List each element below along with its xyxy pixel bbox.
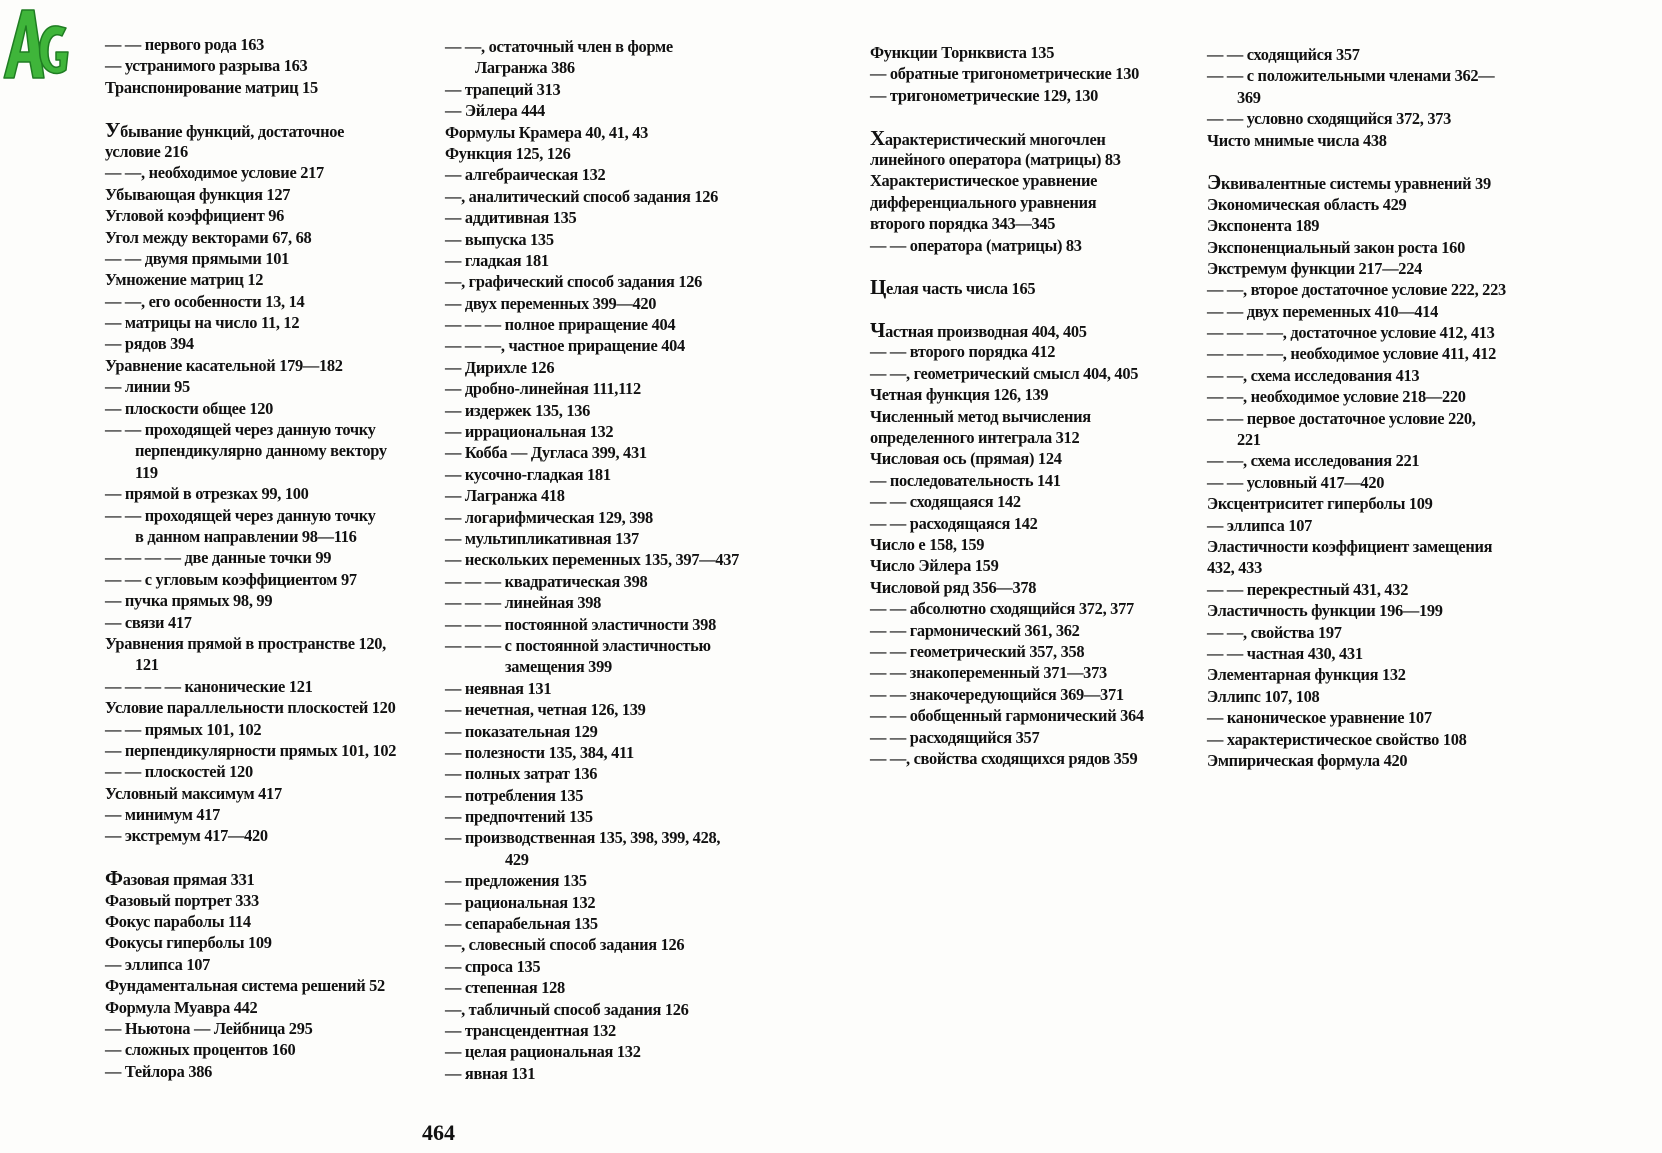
index-entry: Фокусы гиперболы 109 bbox=[105, 933, 272, 953]
index-entry: —, аналитический способ задания 126 bbox=[445, 186, 719, 206]
index-entry: Число Эйлера 159 bbox=[870, 556, 999, 576]
index-entry: — предпочтений 135 bbox=[445, 807, 593, 827]
index-entry: — — обобщенный гармонический 364 bbox=[870, 706, 1144, 726]
index-entry: — — — линейная 398 bbox=[445, 593, 602, 613]
index-entry: — Лагранжа 418 bbox=[445, 486, 565, 506]
index-entry: Численный метод вычисления bbox=[870, 406, 1091, 426]
index-entry: Фазовый портрет 333 bbox=[105, 890, 259, 910]
index-entry: — нескольких переменных 135, 397—437 bbox=[445, 550, 740, 570]
index-entry: — нечетная, четная 126, 139 bbox=[445, 700, 646, 720]
index-entry: — полных затрат 136 bbox=[445, 764, 598, 784]
index-entry: 221 bbox=[1237, 430, 1261, 450]
index-gap bbox=[870, 256, 1144, 277]
section-initial-letter: Э bbox=[1207, 170, 1221, 195]
index-entry: — Кобба — Дугласа 399, 431 bbox=[445, 443, 647, 463]
index-entry: — степенная 128 bbox=[445, 978, 565, 998]
index-entry bbox=[870, 277, 1144, 298]
index-entry: — —, второе достаточное условие 222, 223 bbox=[1207, 280, 1506, 300]
index-entry: — тригонометрические 129, 130 bbox=[870, 85, 1099, 105]
index-entry: — — двух переменных 410—414 bbox=[1207, 301, 1439, 321]
index-entry: — —, его особенности 13, 14 bbox=[105, 291, 305, 311]
index-entry: — — проходящей через данную точку bbox=[105, 420, 376, 440]
index-entry: — —, схема исследования 221 bbox=[1207, 451, 1420, 471]
index-entry: — рациональная 132 bbox=[445, 892, 596, 912]
index-entry: — —, необходимое условие 218—220 bbox=[1207, 387, 1466, 407]
index-entry: — — — —, достаточное условие 412, 413 bbox=[1207, 323, 1495, 343]
index-entry: определенного интеграла 312 bbox=[870, 428, 1080, 448]
page-number: 464 bbox=[422, 1120, 455, 1145]
index-entry-text: азовая прямая 331 bbox=[122, 870, 255, 890]
index-entry: 121 bbox=[135, 655, 159, 675]
index-entry-text: елая часть числа 165 bbox=[886, 279, 1036, 299]
section-initial-letter: Ф bbox=[105, 866, 123, 891]
section-initial-letter: Х bbox=[870, 125, 885, 150]
index-entry: —, графический способ задания 126 bbox=[445, 272, 703, 292]
index-entry: — — первое достаточное условие 220, bbox=[1207, 408, 1476, 428]
index-entry: 429 bbox=[505, 849, 529, 869]
index-entry: — Ньютона — Лейбница 295 bbox=[105, 1018, 313, 1038]
index-entry-text: бывание функций, достаточное bbox=[120, 121, 345, 141]
index-entry: Числовой ряд 356—378 bbox=[870, 577, 1037, 597]
index-column-2 bbox=[445, 36, 739, 1084]
index-entry: — экстремум 417—420 bbox=[105, 826, 268, 846]
index-gap bbox=[105, 847, 396, 868]
index-entry: — эллипса 107 bbox=[105, 954, 211, 974]
index-entry: — устранимого разрыва 163 bbox=[105, 56, 308, 76]
index-entry: Транспонирование матриц 15 bbox=[105, 77, 318, 97]
index-entry: — — условно сходящийся 372, 373 bbox=[1207, 109, 1452, 129]
index-entry: Лагранжа 386 bbox=[475, 58, 575, 78]
index-entry: второго порядка 343—345 bbox=[870, 214, 1056, 234]
index-entry: — Тейлора 386 bbox=[105, 1061, 213, 1081]
index-entry: — — — квадратическая 398 bbox=[445, 571, 648, 591]
index-entry: — — с положительными членами 362— bbox=[1207, 66, 1495, 86]
index-entry: — —, свойства 197 bbox=[1207, 622, 1342, 642]
index-entry: Элементарная функция 132 bbox=[1207, 665, 1406, 685]
index-entry: — —, остаточный член в форме bbox=[445, 37, 673, 56]
index-entry: — связи 417 bbox=[105, 612, 192, 632]
index-entry bbox=[1207, 172, 1506, 193]
index-entry: 119 bbox=[135, 462, 158, 482]
index-entry: — — частная 430, 431 bbox=[1207, 643, 1363, 663]
index-entry: — предложения 135 bbox=[445, 871, 587, 891]
index-entry: — потребления 135 bbox=[445, 785, 584, 805]
index-entry: — —, схема исследования 413 bbox=[1207, 365, 1420, 385]
index-entry: дифференциального уравнения bbox=[870, 192, 1097, 212]
index-entry: Эмпирическая формула 420 bbox=[1207, 750, 1408, 770]
index-entry: Уравнение касательной 179—182 bbox=[105, 355, 343, 375]
index-entry: — — плоскостей 120 bbox=[105, 762, 253, 782]
index-entry: Чисто мнимые числа 438 bbox=[1207, 130, 1387, 150]
index-entry: в данном направлении 98—116 bbox=[135, 526, 357, 546]
index-entry: — алгебраическая 132 bbox=[445, 165, 606, 185]
index-entry: — полезности 135, 384, 411 bbox=[445, 742, 634, 762]
index-entry: — —, геометрический смысл 404, 405 bbox=[870, 363, 1139, 383]
index-column-1 bbox=[105, 34, 396, 1082]
section-initial-letter: У bbox=[105, 117, 121, 142]
index-entry: — — прямых 101, 102 bbox=[105, 719, 262, 739]
index-entry: линейного оператора (матрицы) 83 bbox=[870, 149, 1121, 169]
index-entry: — — —, частное приращение 404 bbox=[445, 336, 685, 356]
index-entry: условие 216 bbox=[105, 141, 188, 161]
index-entry: — —, необходимое условие 217 bbox=[105, 163, 324, 183]
index-entry: — — проходящей через данную точку bbox=[105, 505, 376, 525]
index-entry: Эллипс 107, 108 bbox=[1207, 686, 1320, 706]
index-entry: — логарифмическая 129, 398 bbox=[445, 507, 653, 527]
index-entry: — — — —, необходимое условие 411, 412 bbox=[1207, 344, 1497, 364]
index-entry: — — знакопеременный 371—373 bbox=[870, 663, 1107, 683]
index-entry: Формула Муавра 442 bbox=[105, 997, 258, 1017]
index-entry: — кусочно-гладкая 181 bbox=[445, 464, 611, 484]
index-entry: — — расходящаяся 142 bbox=[870, 513, 1038, 533]
index-entry: — издержек 135, 136 bbox=[445, 400, 591, 420]
index-entry: — прямой в отрезках 99, 100 bbox=[105, 484, 309, 504]
index-entry: Числовая ось (прямая) 124 bbox=[870, 449, 1062, 469]
index-entry: — — — — две данные точки 99 bbox=[105, 548, 332, 568]
index-entry: — — двумя прямыми 101 bbox=[105, 248, 290, 268]
index-entry: Формулы Крамера 40, 41, 43 bbox=[445, 122, 648, 142]
index-entry: — последовательность 141 bbox=[870, 470, 1061, 490]
index-entry: — — расходящийся 357 bbox=[870, 727, 1040, 747]
index-entry: — — условный 417—420 bbox=[1207, 472, 1385, 492]
index-entry: Экспоненциальный закон роста 160 bbox=[1207, 237, 1465, 257]
index-entry: 432, 433 bbox=[1207, 558, 1262, 578]
index-entry: — — перекрестный 431, 432 bbox=[1207, 579, 1409, 599]
index-entry: —, словесный способ задания 126 bbox=[445, 935, 685, 955]
index-entry: — — гармонический 361, 362 bbox=[870, 620, 1080, 640]
index-entry: замещения 399 bbox=[505, 657, 612, 677]
index-entry: Условный максимум 417 bbox=[105, 783, 282, 803]
index-entry: Угловой коэффициент 96 bbox=[105, 206, 285, 226]
index-entry: —, табличный способ задания 126 bbox=[445, 999, 689, 1019]
index-entry: — неявная 131 bbox=[445, 678, 552, 698]
index-entry: Условие параллельности плоскостей 120 bbox=[105, 698, 396, 718]
index-entry: — иррациональная 132 bbox=[445, 422, 614, 442]
index-entry: — производственная 135, 398, 399, 428, bbox=[445, 828, 721, 848]
index-entry: — аддитивная 135 bbox=[445, 208, 577, 228]
section-initial-letter: Ц bbox=[870, 275, 887, 300]
index-entry: Эластичности коэффициент замещения bbox=[1207, 536, 1493, 556]
index-gap bbox=[105, 98, 396, 119]
index-entry: — дробно-линейная 111,112 bbox=[445, 379, 641, 399]
index-entry-text: квивалентные системы уравнений 39 bbox=[1220, 174, 1491, 194]
index-entry: — обратные тригонометрические 130 bbox=[870, 64, 1139, 84]
index-entry: Фундаментальная система решений 52 bbox=[105, 976, 385, 996]
index-entry: — сложных процентов 160 bbox=[105, 1040, 296, 1060]
index-entry: — Эйлера 444 bbox=[445, 101, 545, 121]
index-entry: — целая рациональная 132 bbox=[445, 1042, 641, 1062]
index-entry-text: астная производная 404, 405 bbox=[885, 322, 1087, 342]
index-entry: — — — постоянной эластичности 398 bbox=[445, 614, 716, 634]
index-entry: — — — с постоянной эластичностью bbox=[445, 635, 711, 655]
index-entry: — — — — канонические 121 bbox=[105, 676, 313, 696]
index-entry: — линии 95 bbox=[105, 377, 190, 397]
index-entry: — плоскости общее 120 bbox=[105, 398, 274, 418]
index-column-4 bbox=[1207, 44, 1506, 771]
index-entry: Экспонента 189 bbox=[1207, 216, 1320, 236]
index-entry: Характеристическое уравнение bbox=[870, 171, 1098, 191]
index-entry: Экономическая область 429 bbox=[1207, 194, 1407, 214]
index-entry bbox=[870, 125, 1144, 150]
index-entry: — — второго порядка 412 bbox=[870, 342, 1056, 362]
index-entry: Число e 158, 159 bbox=[870, 534, 985, 554]
index-gap bbox=[870, 299, 1144, 320]
index-entry: — каноническое уравнение 107 bbox=[1207, 708, 1432, 728]
index-entry: Убывающая функция 127 bbox=[105, 184, 291, 204]
index-entry: — — геометрический 357, 358 bbox=[870, 641, 1085, 661]
index-entry: — — абсолютно сходящийся 372, 377 bbox=[870, 599, 1134, 619]
index-entry: — трапеций 313 bbox=[445, 79, 561, 99]
index-entry: Фокус параболы 114 bbox=[105, 912, 251, 932]
index-entry: Уравнения прямой в пространстве 120, bbox=[105, 633, 386, 653]
index-entry: — спроса 135 bbox=[445, 956, 541, 976]
index-entry: Четная функция 126, 139 bbox=[870, 385, 1049, 405]
index-entry: — —, свойства сходящихся рядов 359 bbox=[870, 748, 1138, 768]
index-entry: — — сходящийся 357 bbox=[1207, 45, 1360, 64]
index-entry: — двух переменных 399—420 bbox=[445, 293, 657, 313]
index-entry bbox=[105, 868, 396, 889]
index-entry: Экстремум функции 217—224 bbox=[1207, 258, 1422, 278]
index-entry: — — сходящаяся 142 bbox=[870, 492, 1021, 512]
index-gap bbox=[1207, 151, 1506, 172]
ag-logo bbox=[0, 0, 80, 90]
index-entry: Функции Торнквиста 135 bbox=[870, 43, 1055, 62]
index-column-3 bbox=[870, 42, 1144, 769]
index-entry: — — оператора (матрицы) 83 bbox=[870, 235, 1082, 255]
index-entry: — Дирихле 126 bbox=[445, 357, 555, 377]
index-entry: — перпендикулярности прямых 101, 102 bbox=[105, 740, 397, 760]
index-entry: — сепарабельная 135 bbox=[445, 914, 598, 934]
index-entry: — — — полное приращение 404 bbox=[445, 315, 676, 335]
index-entry: — трансцендентная 132 bbox=[445, 1020, 616, 1040]
index-entry: Эксцентриситет гиперболы 109 bbox=[1207, 494, 1433, 514]
index-entry: — матрицы на число 11, 12 bbox=[105, 313, 300, 333]
index-entry: — — с угловым коэффициентом 97 bbox=[105, 569, 357, 589]
index-entry: — рядов 394 bbox=[105, 334, 194, 354]
index-entry-text: арактеристический многочлен bbox=[884, 129, 1106, 149]
index-entry: — — первого рода 163 bbox=[105, 35, 265, 54]
index-entry bbox=[105, 117, 396, 142]
index-entry: — — знакочередующийся 369—371 bbox=[870, 684, 1124, 704]
index-entry: — мультипликативная 137 bbox=[445, 528, 639, 548]
index-entry: — характеристическое свойство 108 bbox=[1207, 729, 1467, 749]
section-initial-letter: Ч bbox=[870, 318, 886, 343]
index-entry: Эластичность функции 196—199 bbox=[1207, 601, 1443, 621]
index-entry: 369 bbox=[1237, 87, 1261, 107]
index-entry: Угол между векторами 67, 68 bbox=[105, 227, 312, 247]
index-entry bbox=[870, 320, 1144, 341]
index-entry: — минимум 417 bbox=[105, 805, 221, 825]
index-entry: — явная 131 bbox=[445, 1063, 536, 1083]
index-entry: — показательная 129 bbox=[445, 721, 598, 741]
index-entry: — выпуска 135 bbox=[445, 229, 554, 249]
index-entry: Функция 125, 126 bbox=[445, 143, 571, 163]
index-gap bbox=[870, 106, 1144, 127]
index-entry: перпендикулярно данному вектору bbox=[135, 441, 387, 461]
index-entry: — эллипса 107 bbox=[1207, 515, 1313, 535]
index-entry: — пучка прямых 98, 99 bbox=[105, 591, 273, 611]
index-entry: — гладкая 181 bbox=[445, 250, 549, 270]
index-entry: Умножение матриц 12 bbox=[105, 270, 264, 290]
